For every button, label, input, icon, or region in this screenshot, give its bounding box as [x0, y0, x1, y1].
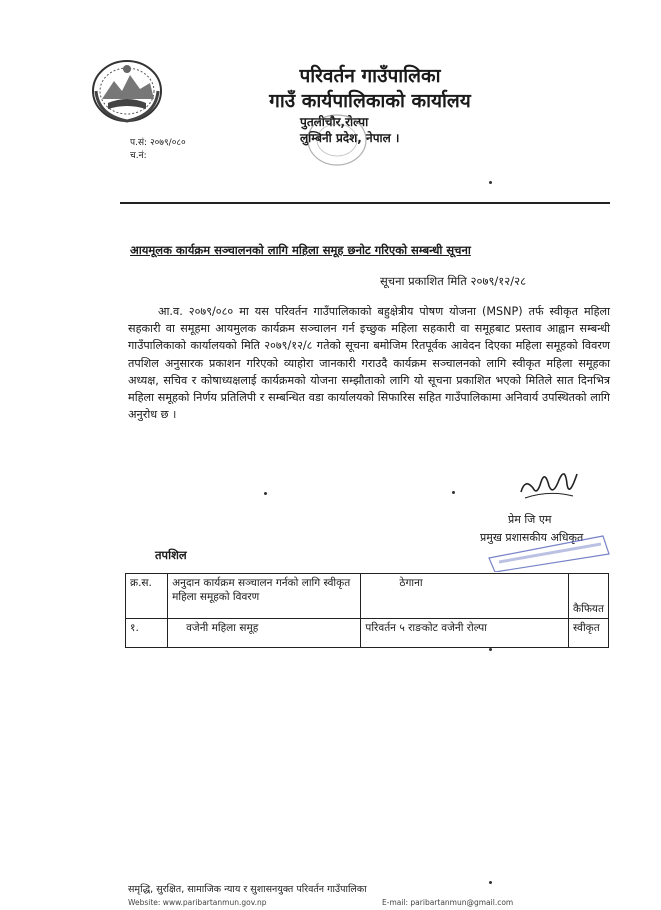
handwritten-signature: [515, 460, 583, 506]
office-name: गाउँ कार्यपालिकाको कार्यालय: [269, 90, 471, 112]
reference-number: प.सं: २०७९/०८० च.नं:: [130, 138, 186, 161]
signatory-name: प्रेम जि एम: [508, 513, 552, 526]
header-divider: [120, 202, 610, 204]
approved-groups-table: [125, 573, 609, 648]
notice-body: आ.व. २०७९/०८० मा यस परिवर्तन गाउँपालिकाको बहुक्षेत्रीय पोषण योजना (MSNP) तर्फ स्वीकृत महिला सहकारी वा समूहमा आयमुलक कार्यक्रम सञ्चालन गर्न इच्छुक महिला सहकारी वा समूहबाट प्रस्ताव आह्वान सम्बन्धी गाउँपालिकाको कार्यालयको मिति २०७९/१२/८ गतेको सूचना बमोजिम रितपूर्वक आवेदन दिएका महिला समूहको विवरण तपशिल अनुसारक प्रकाशन गरिएको व्याहोरा जानकारी गराउदै कार्यक्रम सञ्चालनको लागि स्वीकृत महिला समूहका अध्यक्ष, सचिव र कोषाध्यक्षलाई कार्यक्रमको योजना सम्झौताको लागि यो सूचना प्रकाशित भएको मितिले सात दिनभित्र महिला समूहको निर्णय प्रतिलिपी र सम्बन्धित वडा कार्यालयको सिफारिस सहित गाउँपालिकामा अनिवार्य उपस्थितको लागि अनुरोध छ ।: [128, 305, 610, 422]
org-name: परिवर्तन गाउँपालिका: [299, 65, 441, 87]
column-header-sn: क्र.स.: [126, 574, 168, 619]
cell-address: परिवर्तन ५ राङकोट वजेनी रोल्पा: [361, 619, 569, 648]
officer-seal-stamp: [485, 528, 613, 572]
office-stamp: [305, 112, 369, 168]
notice-subject: आयमूलक कार्यक्रम सञ्चालनको लागि महिला समूह छनोट गरिएको सम्बन्धी सूचना: [130, 243, 471, 257]
footer-email: E-mail: paribartanmun@gmail.com: [382, 898, 514, 907]
scan-speck: [489, 648, 492, 651]
nepal-emblem-logo: [88, 55, 166, 125]
address-line-2: लुम्बिनी प्रदेश, नेपाल ।: [300, 131, 400, 145]
cell-sn: १.: [126, 619, 168, 648]
table-header-row: [126, 574, 609, 619]
signatory-title: प्रमुख प्रशासकीय अधिकृत: [480, 531, 584, 544]
scan-speck: [489, 181, 492, 184]
column-header-address: ठेगाना: [361, 574, 569, 619]
footer-motto: समृद्धि, सुरक्षित, सामाजिक न्याय र सुशासनयुक्त परिवर्तन गाउँपालिका: [128, 884, 367, 895]
cell-group: वजेनी महिला समूह: [168, 619, 361, 648]
column-header-description: अनुदान कार्यक्रम सञ्चालन गर्नको लागि स्वीकृत महिला समूहको विवरण: [168, 574, 361, 619]
table-row: [126, 619, 609, 648]
published-date: सूचना प्रकाशित मिति २०७९/१२/२८: [380, 274, 527, 288]
cell-remarks: स्वीकृत: [569, 619, 609, 648]
scan-speck: [264, 492, 267, 495]
scan-speck: [452, 491, 455, 494]
schedule-label: तपशिल: [155, 548, 187, 562]
footer-website: Website: www.paribartanmun.gov.np: [128, 898, 267, 907]
scan-speck: [489, 881, 492, 884]
column-header-remarks: कैफियत: [569, 574, 609, 619]
address-line-1: पुतलीचौर,रोल्पा: [300, 115, 369, 129]
